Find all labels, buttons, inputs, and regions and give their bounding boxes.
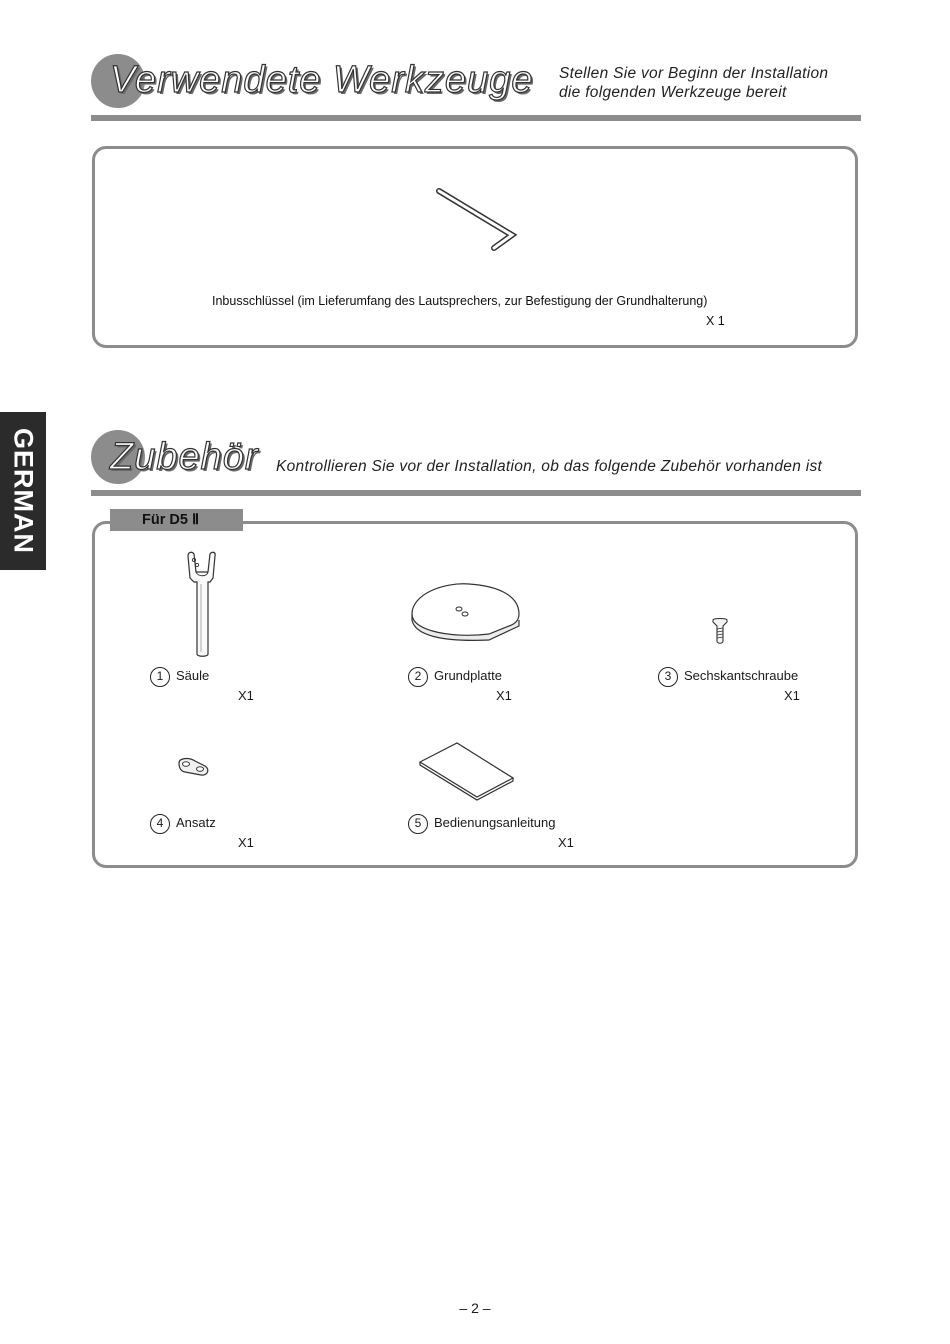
model-tab: Für D5 Ⅱ <box>110 509 243 531</box>
item-number-1: 1 <box>150 667 170 687</box>
item-qty-saeule: X1 <box>238 688 254 703</box>
item-label-saeule: Säule <box>176 668 210 683</box>
item-label-grundplatte: Grundplatte <box>434 668 502 683</box>
allen-key-quantity: X 1 <box>706 314 725 328</box>
tools-section-subtitle-2: die folgenden Werkzeuge bereit <box>559 84 787 101</box>
accessories-section-title: Zubehör <box>110 436 259 478</box>
tools-heading-rule <box>91 115 861 121</box>
item-qty-bedienungsanleitung: X1 <box>558 835 574 850</box>
allen-key-caption: Inbusschlüssel (im Lieferumfang des Lautsprechers, zur Befestigung der Grundhalterung) <box>212 294 708 308</box>
item-label-ansatz: Ansatz <box>176 815 216 830</box>
accessories-heading-rule <box>91 490 861 496</box>
item-label-sechskantschraube: Sechskantschraube <box>684 668 799 683</box>
tools-section-title: Verwendete Werkzeuge <box>110 59 534 101</box>
item-label-bedienungsanleitung: Bedienungsanleitung <box>434 815 556 830</box>
adapter-icon <box>175 755 211 779</box>
item-number-4: 4 <box>150 814 170 834</box>
language-side-tab-label: GERMAN <box>8 428 39 554</box>
allen-key-icon <box>433 185 523 255</box>
tools-section-subtitle-1: Stellen Sie vor Beginn der Installation <box>559 65 829 82</box>
item-number-3: 3 <box>658 667 678 687</box>
base-plate-icon <box>409 580 523 646</box>
item-number-5: 5 <box>408 814 428 834</box>
manual-icon <box>417 740 517 802</box>
tools-panel <box>92 146 858 348</box>
item-qty-sechskantschraube: X1 <box>784 688 800 703</box>
page-number: – 2 – <box>459 1300 491 1316</box>
accessories-section-subtitle: Kontrollieren Sie vor der Installation, ob das folgende Zubehör vorhanden ist <box>276 458 823 475</box>
language-side-tab <box>0 412 46 570</box>
item-qty-ansatz: X1 <box>238 835 254 850</box>
item-qty-grundplatte: X1 <box>496 688 512 703</box>
pillar-icon <box>180 550 220 658</box>
item-number-2: 2 <box>408 667 428 687</box>
hex-screw-icon <box>711 617 729 645</box>
